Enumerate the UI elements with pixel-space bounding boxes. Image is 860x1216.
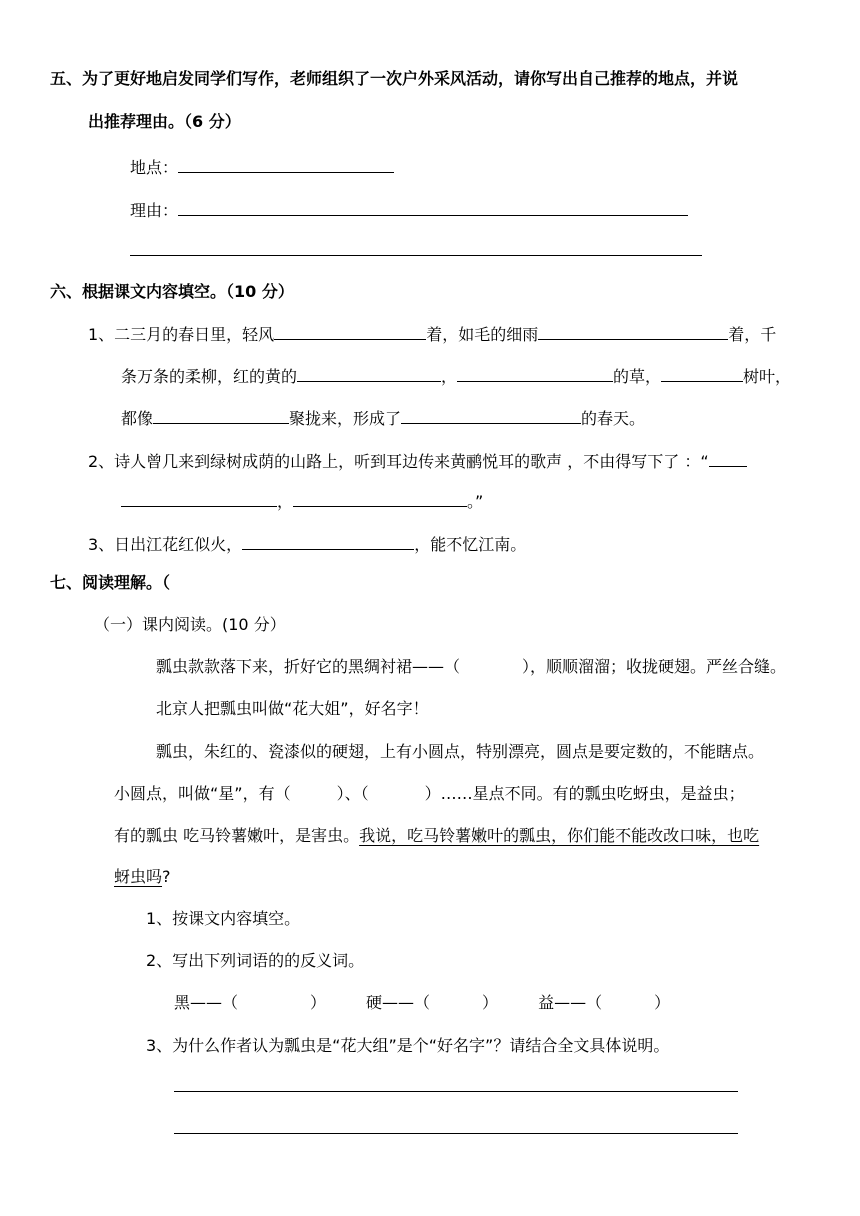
q6-text: ，能不忆江南。 (414, 535, 527, 554)
q5-heading-line2: 出推荐理由。（6 分） (88, 112, 241, 131)
passage-para3-line3 (114, 825, 759, 847)
q6-text: 1、二三月的春日里，轻风 (88, 325, 275, 344)
q5-heading-line1: 五、为了更好地启发同学们写作，老师组织了一次户外采风活动，请你写出自己推荐的地点，并说 (50, 69, 739, 88)
passage-text: ? (162, 867, 171, 886)
q6-item2-line2 (121, 488, 483, 513)
answer-line-2[interactable] (174, 1133, 738, 1134)
q6-text: 的春天。 (581, 409, 646, 428)
passage-para1 (156, 656, 786, 678)
antonym-hard-label: 硬——（ (366, 993, 431, 1012)
passage-para3-line4 (114, 866, 171, 888)
q7-subheading: （一）课内阅读。(10 分） (94, 615, 286, 634)
passage-para2: 北京人把瓢虫叫做“花大姐”，好名字！ (156, 699, 429, 718)
place-label: 地点： (130, 158, 179, 177)
passage-text: ）……星点不同。有的瓢虫吃蚜虫，是益虫； (424, 784, 745, 803)
passage-text: 瓢虫款款落下来，折好它的黑绸衬裙——（ (156, 657, 461, 676)
blank-rain[interactable] (538, 321, 728, 340)
antonym-close: ） (654, 993, 671, 1012)
passage-para3-line2 (114, 783, 745, 805)
q6-item2-line1 (88, 448, 747, 473)
antonym-benefit-label: 益——（ (538, 993, 603, 1012)
passage-para3: 瓢虫，朱红的、瓷漆似的硬翅，上有小圆点，特别漂亮，圆点是要定数的，不能瞎点。 (156, 742, 765, 761)
passage-text: 小圆点，叫做“星”，有（ (114, 784, 291, 803)
antonym-close: ） (482, 993, 499, 1012)
antonym-close: ） (310, 993, 327, 1012)
reading-question-1: 1、按课文内容填空。 (146, 909, 301, 928)
reason-blank-line2[interactable] (130, 255, 702, 256)
blank-grass[interactable] (457, 363, 613, 382)
q6-text: 3、日出江花红似火， (88, 535, 243, 554)
q6-text: 2、诗人曾几来到绿树成荫的山路上，听到耳边传来黄鹂悦耳的歌声 ，不由得写下了 ：“ (88, 452, 709, 471)
blank-poem-line2[interactable] (293, 488, 467, 507)
underlined-sentence-end: 蚜虫吗 (114, 867, 163, 886)
q6-item1-line1 (88, 321, 776, 346)
answer-line-1[interactable] (174, 1091, 738, 1092)
antonym-row (174, 992, 670, 1014)
q6-heading: 六、根据课文内容填空。（10 分） (50, 282, 294, 301)
q6-text: 条万条的柔柳，红的黄的 (121, 367, 298, 386)
q6-item3 (88, 531, 526, 556)
reading-question-3: 3、为什么作者认为瓢虫是“花大组”是个“好名字”？请结合全文具体说明。 (146, 1036, 670, 1055)
q6-text: 树叶， (743, 367, 792, 386)
blank-flowers[interactable] (297, 363, 441, 382)
q6-item1-line2 (121, 363, 791, 388)
q6-text: ， (441, 367, 458, 386)
q6-text: 都像 (121, 409, 154, 428)
reading-question-2: 2、写出下列词语的的反义词。 (146, 951, 365, 970)
q5-reason-row (130, 197, 688, 222)
q6-text: 着，如毛的细雨 (426, 325, 539, 344)
antonym-black-label: 黑——（ (174, 993, 239, 1012)
q5-place-row (130, 154, 394, 179)
reason-label: 理由： (130, 201, 179, 220)
reason-blank[interactable] (178, 197, 688, 216)
blank-spring[interactable] (401, 405, 581, 424)
blank-leaves[interactable] (661, 363, 743, 382)
blank-gather[interactable] (153, 405, 289, 424)
blank-poem-line1[interactable] (121, 488, 277, 507)
q6-item1-line3 (121, 405, 645, 430)
q6-text: 聚拢来，形成了 (289, 409, 402, 428)
blank-poem-start[interactable] (709, 448, 747, 467)
blank-jiangnan[interactable] (242, 531, 414, 550)
q6-text: 着，千 (728, 325, 777, 344)
q7-heading: 七、阅读理解。（ (50, 573, 171, 592)
passage-text: 有的瓢虫 吃马铃薯嫩叶，是害虫。 (114, 826, 360, 845)
blank-breeze[interactable] (274, 321, 426, 340)
q6-text: ， (277, 492, 294, 511)
underlined-sentence: 我说，吃马铃薯嫩叶的瓢虫，你们能不能改改口味，也吃 (359, 826, 760, 845)
passage-text: ）、（ (336, 784, 369, 803)
passage-text: ），顺顺溜溜；收拢硬翅。严丝合缝。 (522, 657, 787, 676)
q6-text: 的草， (613, 367, 662, 386)
place-blank[interactable] (178, 154, 394, 173)
q6-text: 。” (467, 492, 484, 511)
